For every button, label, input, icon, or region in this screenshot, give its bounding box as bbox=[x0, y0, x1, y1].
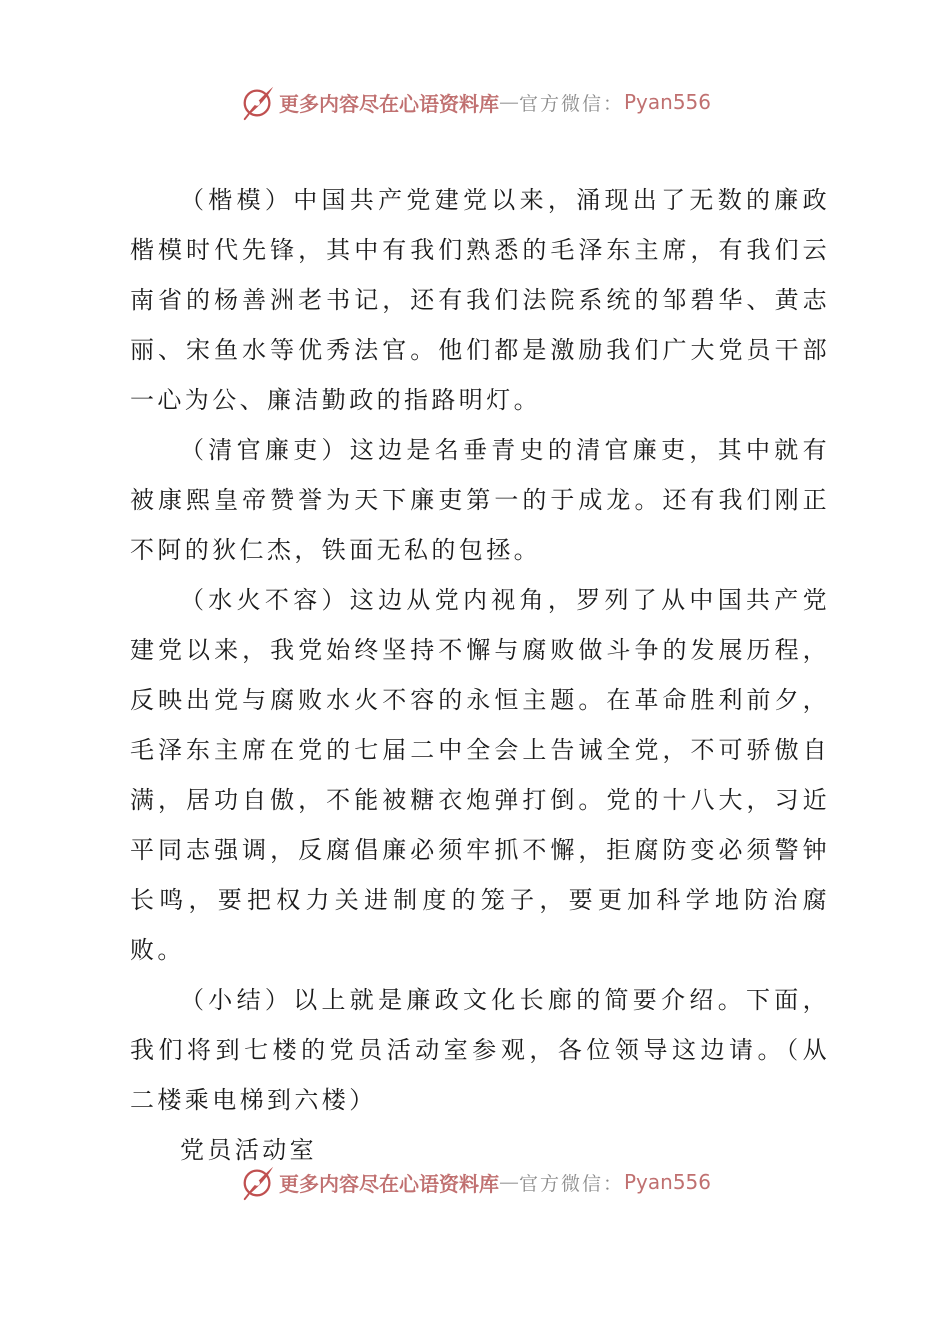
paragraph-incompatible: （水火不容）这边从党内视角，罗列了从中国共产党建党以来，我党始终坚持不懈与腐败做斗争的发展历程，反映出党与腐败水火不容的永恒主题。在革命胜利前夕，毛泽东主席在党的七届二中全会上告诫全党，不可骄傲自满，居功自傲，不能被糖衣炮弹打倒。党的十八大，习近平同志强调，反腐倡廉必须牢抓不懈，拒腐防变必须警钟长鸣，要把权力关进制度的笼子，要更加科学地防治腐败。 bbox=[130, 586, 830, 964]
paragraph-summary: （小结）以上就是廉政文化长廊的简要介绍。下面，我们将到七楼的党员活动室参观，各位领导这边请。（从二楼乘电梯到六楼） bbox=[130, 986, 830, 1114]
paragraph-upright-officials: （清官廉吏）这边是名垂青史的清官廉吏，其中就有被康熙皇帝赞誉为天下廉吏第一的于成龙。还有我们刚正不阿的狄仁杰，铁面无私的包拯。 bbox=[130, 436, 830, 564]
banner-separator: — bbox=[498, 1170, 519, 1194]
banner-separator: — bbox=[498, 90, 519, 114]
banner-label: 官方微信： bbox=[518, 92, 624, 115]
quill-pen-logo-icon bbox=[239, 1163, 277, 1201]
banner-title: 更多内容尽在心语资料库 bbox=[278, 1171, 499, 1196]
quill-pen-logo-icon bbox=[239, 83, 277, 121]
paragraph-exemplars: （楷模）中国共产党建党以来，涌现出了无数的廉政楷模时代先锋，其中有我们熟悉的毛泽东主席，有我们云南省的杨善洲老书记，还有我们法院系统的邹碧华、黄志丽、宋鱼水等优秀法官。他们都是激励我们广大党员干部一心为公、廉洁勤政的指路明灯。 bbox=[130, 186, 830, 414]
footer-banner bbox=[0, 1160, 950, 1204]
header-banner bbox=[0, 80, 950, 124]
banner-label: 官方微信： bbox=[518, 1172, 624, 1195]
banner-title: 更多内容尽在心语资料库 bbox=[278, 91, 499, 116]
document-body bbox=[130, 175, 830, 1175]
section-heading: 党员活动室 bbox=[180, 1136, 317, 1164]
banner-wechat-id: Pyan556 bbox=[624, 1170, 712, 1194]
banner-wechat-id: Pyan556 bbox=[624, 90, 712, 114]
